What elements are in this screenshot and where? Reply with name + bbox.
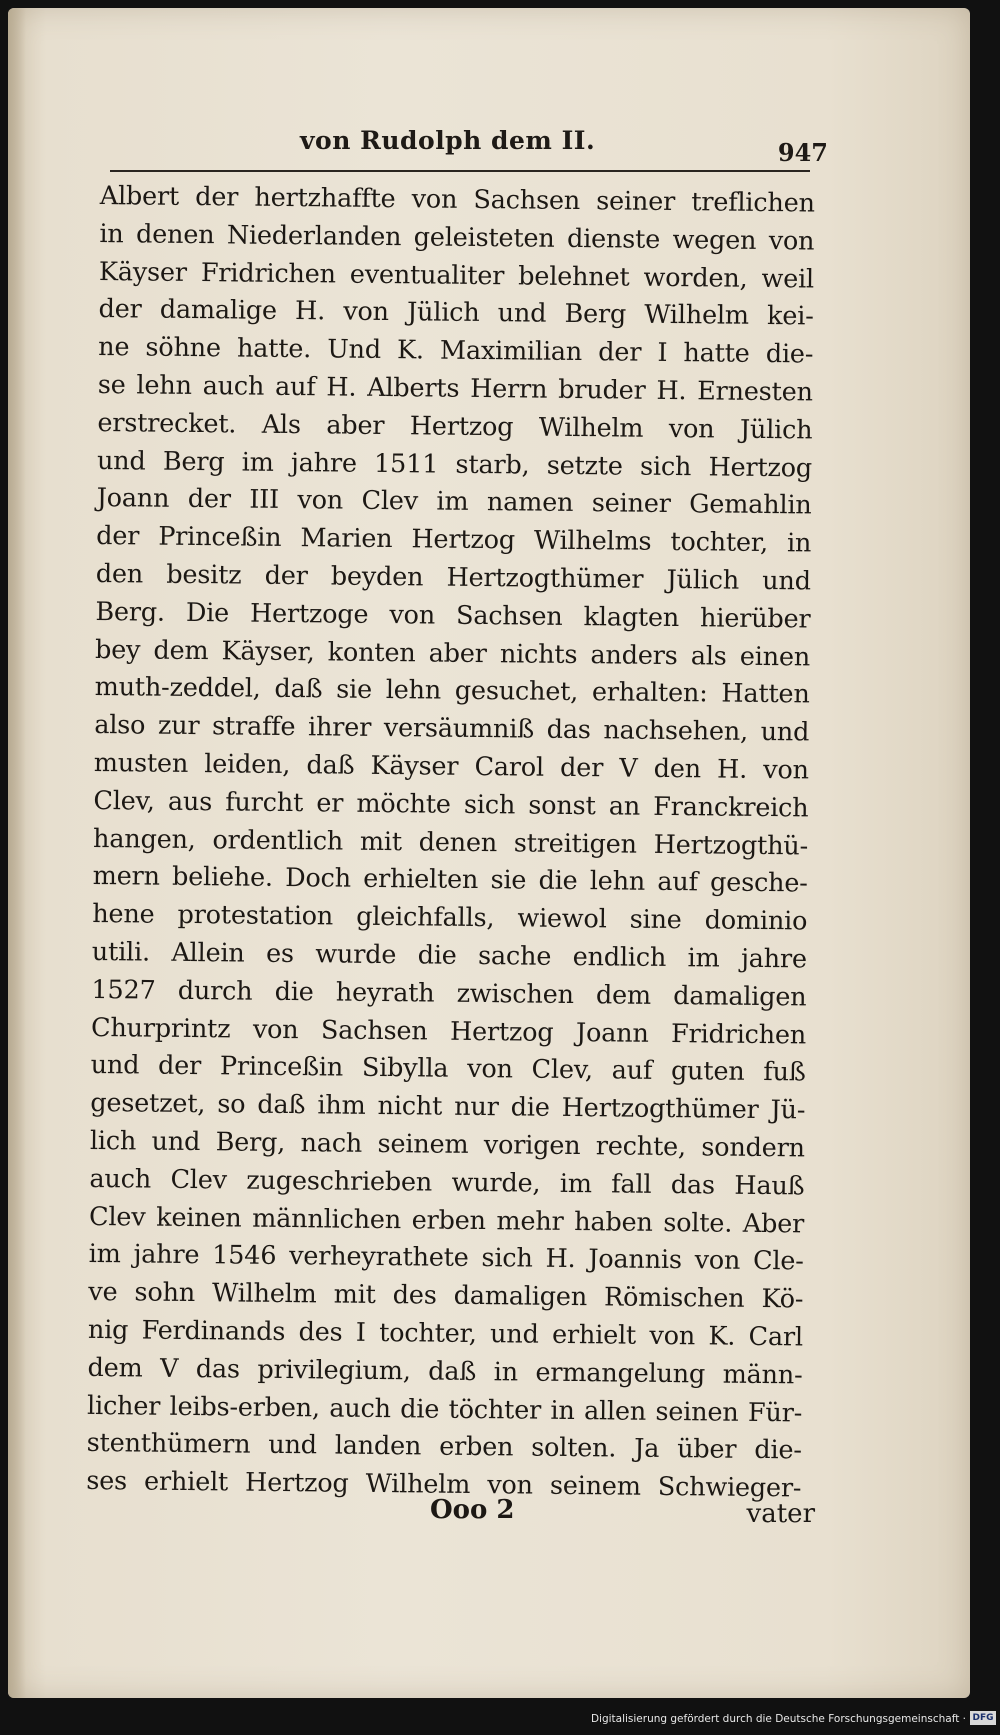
text-line: se lehn auch auf H. Alberts Herrn bruder H. Ernesten	[97, 369, 813, 408]
running-head: von Rudolph dem II.	[300, 126, 596, 155]
page-header	[110, 118, 828, 168]
page-number: 947	[777, 138, 828, 167]
text-line: und Berg im jahre 1511 starb, setzte sich Hertzog	[96, 445, 813, 484]
text-line: stenthümern und landen erben solten. Ja über die-	[86, 1428, 802, 1466]
text-line: erstrecket. Als aber Hertzog Wilhelm von Jülich	[97, 407, 813, 446]
text-line: Albert der hertzhaffte von Sachsen seiner treflichen	[99, 180, 815, 219]
text-line: Joann der III von Clev im namen seiner Gemahlin	[96, 483, 812, 521]
text-line: 1527 durch die heyrath zwischen dem damaligen	[91, 974, 807, 1013]
text-line: gesetzet, so daß ihm nicht nur die Hertzogthümer Jü-	[90, 1088, 806, 1126]
text-line: Berg. Die Hertzoge von Sachsen klagten hierüber	[95, 596, 811, 635]
text-line: ve sohn Wilhelm mit des damaligen Römischen Kö-	[88, 1277, 804, 1315]
text-line: Clev keinen männlichen erben mehr haben solte. Aber	[88, 1201, 805, 1239]
digitization-credit: Digitalisierung gefördert durch die Deutsche Forschungsgemeinschaft ·	[590, 1713, 966, 1725]
text-line: utili. Allein es wurde die sache endlich im jahre	[91, 936, 808, 975]
text-line: ses erhielt Hertzog Wilhelm von seinem Schwieger-	[86, 1466, 802, 1504]
text-line: Clev, aus furcht er möchte sich sonst an Franckreich	[93, 785, 809, 824]
text-line: auch Clev zugeschrieben wurde, im fall das Hauß	[89, 1163, 805, 1202]
printer-signature: Ooo 2	[430, 1495, 515, 1525]
dfg-logo: DFG	[970, 1711, 996, 1725]
text-line: bey dem Käyser, konten aber nichts anders als einen	[94, 634, 811, 673]
page-footer	[100, 1495, 815, 1535]
text-line: lich und Berg, nach seinem vorigen rechte, sondern	[89, 1125, 806, 1164]
text-line: licher leibs-erben, auch die töchter in allen seinen Für-	[86, 1390, 803, 1428]
header-rule	[110, 170, 810, 172]
body-text	[86, 178, 815, 1508]
text-line: in denen Niederlanden geleisteten dienste wegen von	[99, 218, 815, 257]
text-line: musten leiden, daß Käyser Carol der V den H. von	[93, 747, 809, 786]
text-line: also zur straffe ihrer versäumniß das nachsehen, und	[94, 710, 810, 748]
text-line: den besitz der beyden Hertzogthümer Jülich und	[95, 558, 811, 597]
text-line: der Princeßin Marien Hertzog Wilhelms tochter, in	[96, 521, 812, 559]
text-line: nig Ferdinands des I tochter, und erhielt von K. Carl	[87, 1314, 804, 1353]
text-line: der damalige H. von Jülich und Berg Wilhelm kei-	[98, 294, 814, 332]
text-line: dem V das privilegium, daß in ermangelung männ-	[87, 1352, 803, 1391]
text-line: ne söhne hatte. Und K. Maximilian der I hatte die-	[98, 332, 814, 370]
catchword: vater	[746, 1499, 815, 1529]
text-line: Churprintz von Sachsen Hertzog Joann Fridrichen	[90, 1012, 807, 1050]
text-line: Käyser Fridrichen eventualiter belehnet worden, weil	[98, 256, 815, 295]
text-line: hangen, ordentlich mit denen streitigen Hertzogthü-	[92, 823, 809, 861]
text-line: hene protestation gleichfalls, wiewol sine dominio	[92, 899, 808, 937]
text-line: muth-zeddel, daß sie lehn gesuchet, erhalten: Hatten	[94, 672, 810, 710]
text-line: im jahre 1546 verheyrathete sich H. Joannis von Cle-	[88, 1239, 804, 1277]
text-line: mern beliehe. Doch erhielten sie die lehn auf gesche-	[92, 861, 808, 899]
page-gutter-shadow	[8, 8, 26, 1698]
text-line: und der Princeßin Sibylla von Clev, auf guten fuß	[90, 1050, 806, 1088]
